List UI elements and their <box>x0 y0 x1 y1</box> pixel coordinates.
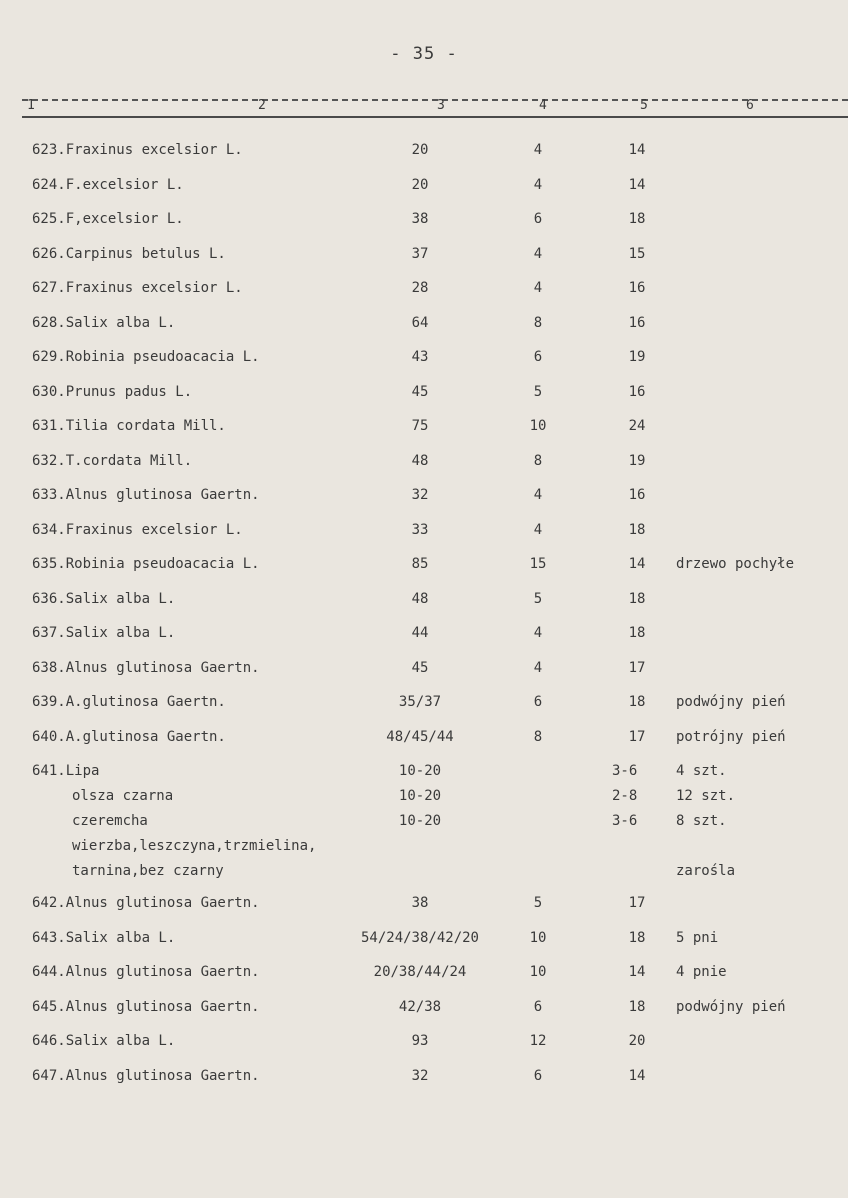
table-row <box>0 1027 848 1062</box>
cell-col5: 14 <box>628 1067 646 1084</box>
table-row <box>0 757 848 782</box>
species-name: 647.Alnus glutinosa Gaertn. <box>32 1067 260 1084</box>
column-header-5: 5 <box>640 98 648 113</box>
species-name: 634.Fraxinus excelsior L. <box>32 521 243 538</box>
cell-col4: 6 <box>533 1067 543 1084</box>
cell-col3: 20 <box>411 176 429 193</box>
cell-col3: 32 <box>411 487 429 503</box>
cell-col6: 4 pnie <box>676 964 727 980</box>
cell-col4: 4 <box>533 245 543 262</box>
tree-inventory-table <box>0 136 848 1096</box>
cell-col5: 3-6 <box>612 763 638 779</box>
cell-col6: 12 szt. <box>676 788 736 804</box>
cell-col5: 18 <box>628 998 646 1015</box>
cell-col4: 8 <box>533 314 543 331</box>
cell-col3: 10-20 <box>398 788 442 804</box>
entry-group-641 <box>0 757 848 889</box>
cell-col4: 10 <box>529 929 547 946</box>
table-row <box>0 412 848 447</box>
table-row <box>0 924 848 959</box>
cell-col5: 18 <box>628 521 646 538</box>
table-row <box>0 136 848 171</box>
species-name: 635.Robinia pseudoacacia L. <box>32 556 260 572</box>
cell-col4: 4 <box>533 142 543 158</box>
table-row <box>0 240 848 275</box>
column-headers <box>0 98 848 118</box>
cell-col4: 4 <box>533 176 543 193</box>
species-name: 640.A.glutinosa Gaertn. <box>32 728 226 745</box>
species-name: olsza czarna <box>72 788 174 804</box>
cell-col4: 8 <box>533 728 543 745</box>
cell-col3: 33 <box>411 521 429 538</box>
cell-col3: 28 <box>411 280 429 296</box>
cell-col5: 15 <box>628 245 646 262</box>
cell-col4: 5 <box>533 895 543 911</box>
species-name: 625.F,excelsior L. <box>32 211 184 227</box>
table-row <box>0 619 848 654</box>
cell-col5: 14 <box>628 142 646 158</box>
cell-col4: 6 <box>533 694 543 710</box>
cell-col6: 4 szt. <box>676 763 727 779</box>
cell-col3: 75 <box>411 418 429 434</box>
species-name: 624.F.excelsior L. <box>32 176 184 193</box>
cell-col4: 6 <box>533 998 543 1015</box>
cell-col5: 18 <box>628 929 646 946</box>
cell-col5: 16 <box>628 383 646 400</box>
cell-col6: podwójny pień <box>676 694 786 710</box>
cell-col3: 35/37 <box>398 694 442 710</box>
cell-col3: 37 <box>411 245 429 262</box>
cell-col4: 4 <box>533 521 543 538</box>
cell-col4: 12 <box>529 1033 547 1049</box>
species-name: 626.Carpinus betulus L. <box>32 245 226 262</box>
cell-col3: 45 <box>411 659 429 676</box>
table-row <box>0 857 848 889</box>
table-row <box>0 447 848 482</box>
species-name: 629.Robinia pseudoacacia L. <box>32 349 260 365</box>
species-name: 628.Salix alba L. <box>32 314 176 331</box>
table-row <box>0 343 848 378</box>
species-name: 645.Alnus glutinosa Gaertn. <box>32 998 260 1015</box>
cell-col4: 4 <box>533 625 543 641</box>
page-number: - 35 - <box>390 44 458 64</box>
table-row <box>0 688 848 723</box>
species-name: 627.Fraxinus excelsior L. <box>32 280 243 296</box>
cell-col4: 6 <box>533 211 543 227</box>
species-name: 642.Alnus glutinosa Gaertn. <box>32 895 260 911</box>
cell-col5: 16 <box>628 314 646 331</box>
cell-col4: 5 <box>533 590 543 607</box>
cell-col5: 2-8 <box>612 788 638 804</box>
cell-col3: 10-20 <box>398 813 442 829</box>
cell-col6: zarośla <box>676 863 736 879</box>
species-name: wierzba,leszczyna,trzmielina, <box>72 838 317 854</box>
cell-col5: 14 <box>628 964 646 980</box>
cell-col5: 18 <box>628 211 646 227</box>
table-row <box>0 309 848 344</box>
cell-col5: 16 <box>628 487 646 503</box>
species-name: 644.Alnus glutinosa Gaertn. <box>32 964 260 980</box>
species-name: 638.Alnus glutinosa Gaertn. <box>32 659 260 676</box>
species-name: 637.Salix alba L. <box>32 625 176 641</box>
cell-col3: 38 <box>411 211 429 227</box>
column-header-1: 1 <box>27 98 35 113</box>
cell-col5: 14 <box>628 556 646 572</box>
cell-col4: 15 <box>529 556 547 572</box>
cell-col3: 32 <box>411 1067 429 1084</box>
cell-col6: 8 szt. <box>676 813 727 829</box>
cell-col5: 19 <box>628 349 646 365</box>
cell-col3: 93 <box>411 1033 429 1049</box>
table-row <box>0 807 848 832</box>
table-row <box>0 723 848 758</box>
column-header-6: 6 <box>746 98 754 113</box>
species-name: 646.Salix alba L. <box>32 1033 176 1049</box>
cell-col3: 48 <box>411 590 429 607</box>
table-row <box>0 378 848 413</box>
cell-col6: 5 pni <box>676 929 719 946</box>
species-name: czeremcha <box>72 813 148 829</box>
cell-col5: 16 <box>628 280 646 296</box>
cell-col5: 18 <box>628 625 646 641</box>
cell-col3: 38 <box>411 895 429 911</box>
cell-col3: 44 <box>411 625 429 641</box>
table-row <box>0 205 848 240</box>
cell-col5: 17 <box>628 895 646 911</box>
species-name: 641.Lipa <box>32 763 100 779</box>
column-header-3: 3 <box>437 98 445 113</box>
cell-col4: 5 <box>533 383 543 400</box>
cell-col3: 48 <box>411 452 429 469</box>
cell-col5: 14 <box>628 176 646 193</box>
cell-col3: 43 <box>411 349 429 365</box>
cell-col5: 24 <box>628 418 646 434</box>
cell-col4: 8 <box>533 452 543 469</box>
species-name: 632.T.cordata Mill. <box>32 452 193 469</box>
cell-col5: 17 <box>628 728 646 745</box>
cell-col3: 20 <box>411 142 429 158</box>
cell-col3: 85 <box>411 556 429 572</box>
table-row <box>0 889 848 924</box>
column-header-2: 2 <box>258 98 266 113</box>
cell-col4: 4 <box>533 280 543 296</box>
cell-col4: 10 <box>529 418 547 434</box>
table-row <box>0 550 848 585</box>
cell-col3: 54/24/38/42/20 <box>360 929 479 946</box>
cell-col5: 17 <box>628 659 646 676</box>
column-header-4: 4 <box>539 98 547 113</box>
cell-col3: 45 <box>411 383 429 400</box>
table-row <box>0 993 848 1028</box>
table-row <box>0 481 848 516</box>
cell-col5: 20 <box>628 1033 646 1049</box>
header-rule-bottom <box>22 116 848 118</box>
cell-col4: 6 <box>533 349 543 365</box>
cell-col4: 4 <box>533 487 543 503</box>
cell-col5: 19 <box>628 452 646 469</box>
table-row <box>0 585 848 620</box>
table-row <box>0 171 848 206</box>
species-name: tarnina,bez czarny <box>72 863 224 879</box>
species-name: 636.Salix alba L. <box>32 590 176 607</box>
species-name: 633.Alnus glutinosa Gaertn. <box>32 487 260 503</box>
cell-col3: 10-20 <box>398 763 442 779</box>
cell-col3: 64 <box>411 314 429 331</box>
table-row <box>0 782 848 807</box>
cell-col3: 42/38 <box>398 998 442 1015</box>
species-name: 630.Prunus padus L. <box>32 383 193 400</box>
table-row <box>0 654 848 689</box>
species-name: 639.A.glutinosa Gaertn. <box>32 694 226 710</box>
cell-col5: 18 <box>628 590 646 607</box>
table-row <box>0 274 848 309</box>
table-row <box>0 1062 848 1097</box>
species-name: 631.Tilia cordata Mill. <box>32 418 226 434</box>
cell-col3: 20/38/44/24 <box>373 964 467 980</box>
cell-col5: 3-6 <box>612 813 638 829</box>
species-name: 623.Fraxinus excelsior L. <box>32 142 243 158</box>
cell-col6: drzewo pochyłe <box>676 556 795 572</box>
table-row <box>0 516 848 551</box>
table-row <box>0 958 848 993</box>
cell-col4: 4 <box>533 659 543 676</box>
cell-col6: potrójny pień <box>676 728 786 745</box>
cell-col3: 48/45/44 <box>386 728 454 745</box>
table-row <box>0 832 848 857</box>
species-name: 643.Salix alba L. <box>32 929 176 946</box>
cell-col6: podwójny pień <box>676 998 786 1015</box>
cell-col5: 18 <box>628 694 646 710</box>
cell-col4: 10 <box>529 964 547 980</box>
